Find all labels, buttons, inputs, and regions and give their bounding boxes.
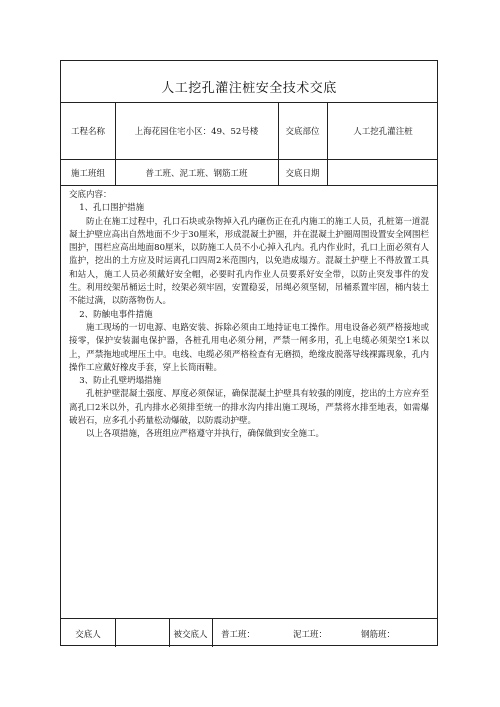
disclosure-date-label: 交底日期: [285, 169, 320, 179]
content-lead: 交底内容：: [69, 190, 112, 200]
team-signature-masonry: 泥工班：: [293, 630, 328, 640]
rule-under-row1: [61, 159, 437, 160]
section-2-heading: 2、防触电事件措施: [79, 309, 153, 320]
section-1-body: 防止在施工过程中，孔口石块或杂物掉入孔内砸伤正在孔内施工的施工人员，孔桩第一道混凝土护壁应高出自然地面不少于30厘米，形成混凝土护圈，并在混凝土护圈周围设置安全网围栏围护，围栏应高出地面80厘米，以防施工人员不小心掉入孔内。孔内作业时，孔口上面必须有人监护，挖出的土方应及时运离孔口四周2米范围内，以免造成塌方。混凝土护壁上不得放置工具和站人，施工人员必须戴好安全帽，必要时孔内作业人员要系好安全带，以防止突发事件的发生。利用绞架吊桶运土时，绞架必须牢固，安置稳妥，吊绳必须坚韧，吊桶系置牢固，桶内装土不能过满，以防落物伤人。: [69, 216, 429, 307]
project-name-value: 上海花园住宅小区：49、52号楼: [134, 127, 259, 137]
disclosure-part-value: 人工挖孔灌注桩: [353, 127, 413, 137]
disclosure-content: [69, 189, 429, 442]
section-3-heading: 3、防止孔壁坍塌措施: [79, 376, 162, 387]
giver-label: 交底人: [75, 630, 101, 640]
work-team-value: 普工班、泥工班、钢筋工班: [145, 169, 248, 179]
closing-statement: 以上各项措施，各班组应严格遵守并执行，确保做到安全施工。: [86, 429, 325, 440]
section-1-heading: 1、孔口围护措施: [79, 203, 145, 214]
rule-above-footer: [61, 618, 437, 619]
rule-under-title: [61, 102, 437, 103]
section-2-body: 施工现场的一切电源、电路安装、拆除必须由工地持证电工操作。用电设备必须严格接地或接零，保护安装漏电保护器，各桩孔用电必须分闸，严禁一闸多用，孔上电缆必须架空1米以上，严禁拖地或埋压土中。电线、电缆必须严格检查有无磨损，绝缘皮脱落导线裸露现象，孔内操作工应戴好橡皮手套，穿上长筒雨鞋。: [69, 322, 429, 373]
disclosure-part-label: 交底部位: [285, 127, 320, 137]
footer-divider-3: [212, 618, 213, 647]
disclosure-form: [60, 60, 438, 646]
receiver-label: 被交底人: [173, 630, 208, 640]
project-name-label: 工程名称: [70, 127, 105, 137]
section-3-body: 孔桩护壁混凝土强度、厚度必须保证，确保混凝土护壁具有较强的刚度，挖出的土方应弃至离孔口2米以外，孔内排水必须排至统一的排水沟内排出施工现场，严禁将水排至地表，如需爆破岩石，应多孔小药量松动爆破，以防震动护壁。: [69, 389, 429, 427]
rule-under-row2: [61, 185, 437, 186]
col-divider-3: [327, 102, 328, 185]
team-signature-rebar: 钢筋班：: [361, 630, 396, 640]
document-title: 人工挖孔灌注桩安全技术交底: [161, 81, 337, 96]
footer-divider-1: [115, 618, 116, 647]
work-team-label: 施工班组: [70, 169, 105, 179]
team-signature-general: 普工班：: [221, 630, 256, 640]
